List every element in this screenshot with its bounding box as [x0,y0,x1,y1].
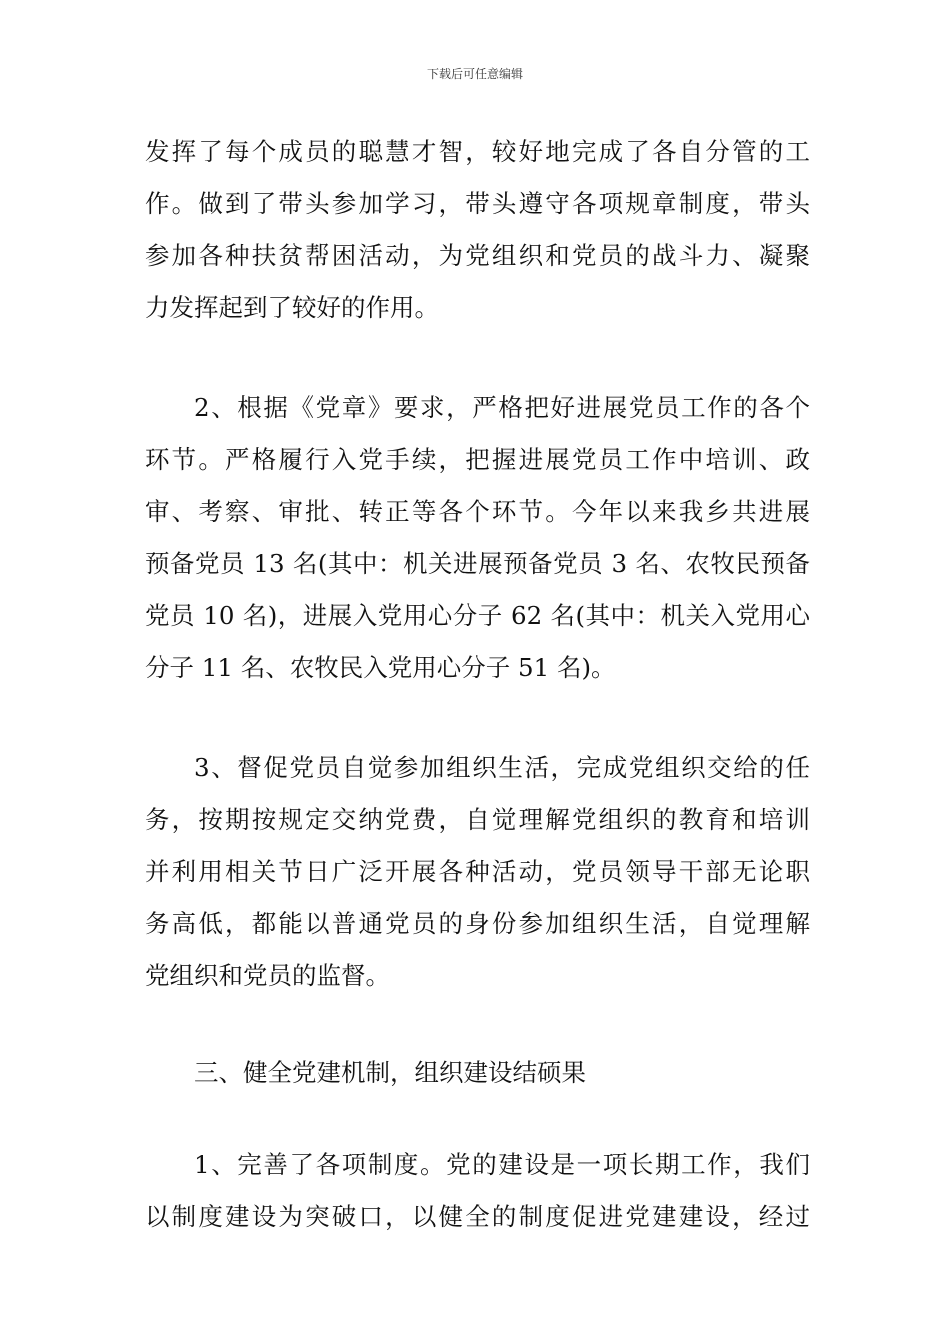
text-line: 1、完善了各项制度。党的建设是一项长期工作，我们 [194,1150,810,1179]
text-line: 3、督促党员自觉参加组织生活，完成党组织交给的任 [194,753,810,782]
section-heading [145,1047,810,1099]
document-body [145,126,810,1243]
text-line: 审、考察、审批、转正等各个环节。今年以来我乡共进展 [145,497,810,526]
text-line: 2、根据《党章》要求，严格把好进展党员工作的各个 [194,393,810,422]
text-line: 务高低，都能以普通党员的身份参加组织生活，自觉理解 [145,909,810,938]
text-line: 参加各种扶贫帮困活动，为党组织和党员的战斗力、凝聚 [145,241,810,270]
paragraph [145,742,810,1002]
heading-text: 三、健全党建机制，组织建设结硕果 [194,1058,586,1087]
paragraph [145,382,810,694]
text-line: 环节。严格履行入党手续，把握进展党员工作中培训、政 [145,445,810,474]
paragraph [145,1139,810,1243]
text-line: 分子 11 名、农牧民入党用心分子 51 名)。 [145,653,616,682]
text-line: 以制度建设为突破口，以健全的制度促进党建建设，经过 [145,1202,810,1231]
page-header: 下载后可任意编辑 [426,67,523,81]
text-line: 预备党员 13 名(其中：机关进展预备党员 3 名、农牧民预备 [145,549,810,578]
text-line: 发挥了每个成员的聪慧才智，较好地完成了各自分管的工 [145,137,810,166]
text-line: 力发挥起到了较好的作用。 [145,293,439,322]
text-line: 并利用相关节日广泛开展各种活动，党员领导干部无论职 [145,857,810,886]
text-line: 作。做到了带头参加学习，带头遵守各项规章制度，带头 [145,189,810,218]
text-line: 党员 10 名)，进展入党用心分子 62 名(其中：机关入党用心 [145,601,810,630]
paragraph [145,126,810,334]
text-line: 务，按期按规定交纳党费，自觉理解党组织的教育和培训 [145,805,810,834]
text-line: 党组织和党员的监督。 [145,961,390,990]
